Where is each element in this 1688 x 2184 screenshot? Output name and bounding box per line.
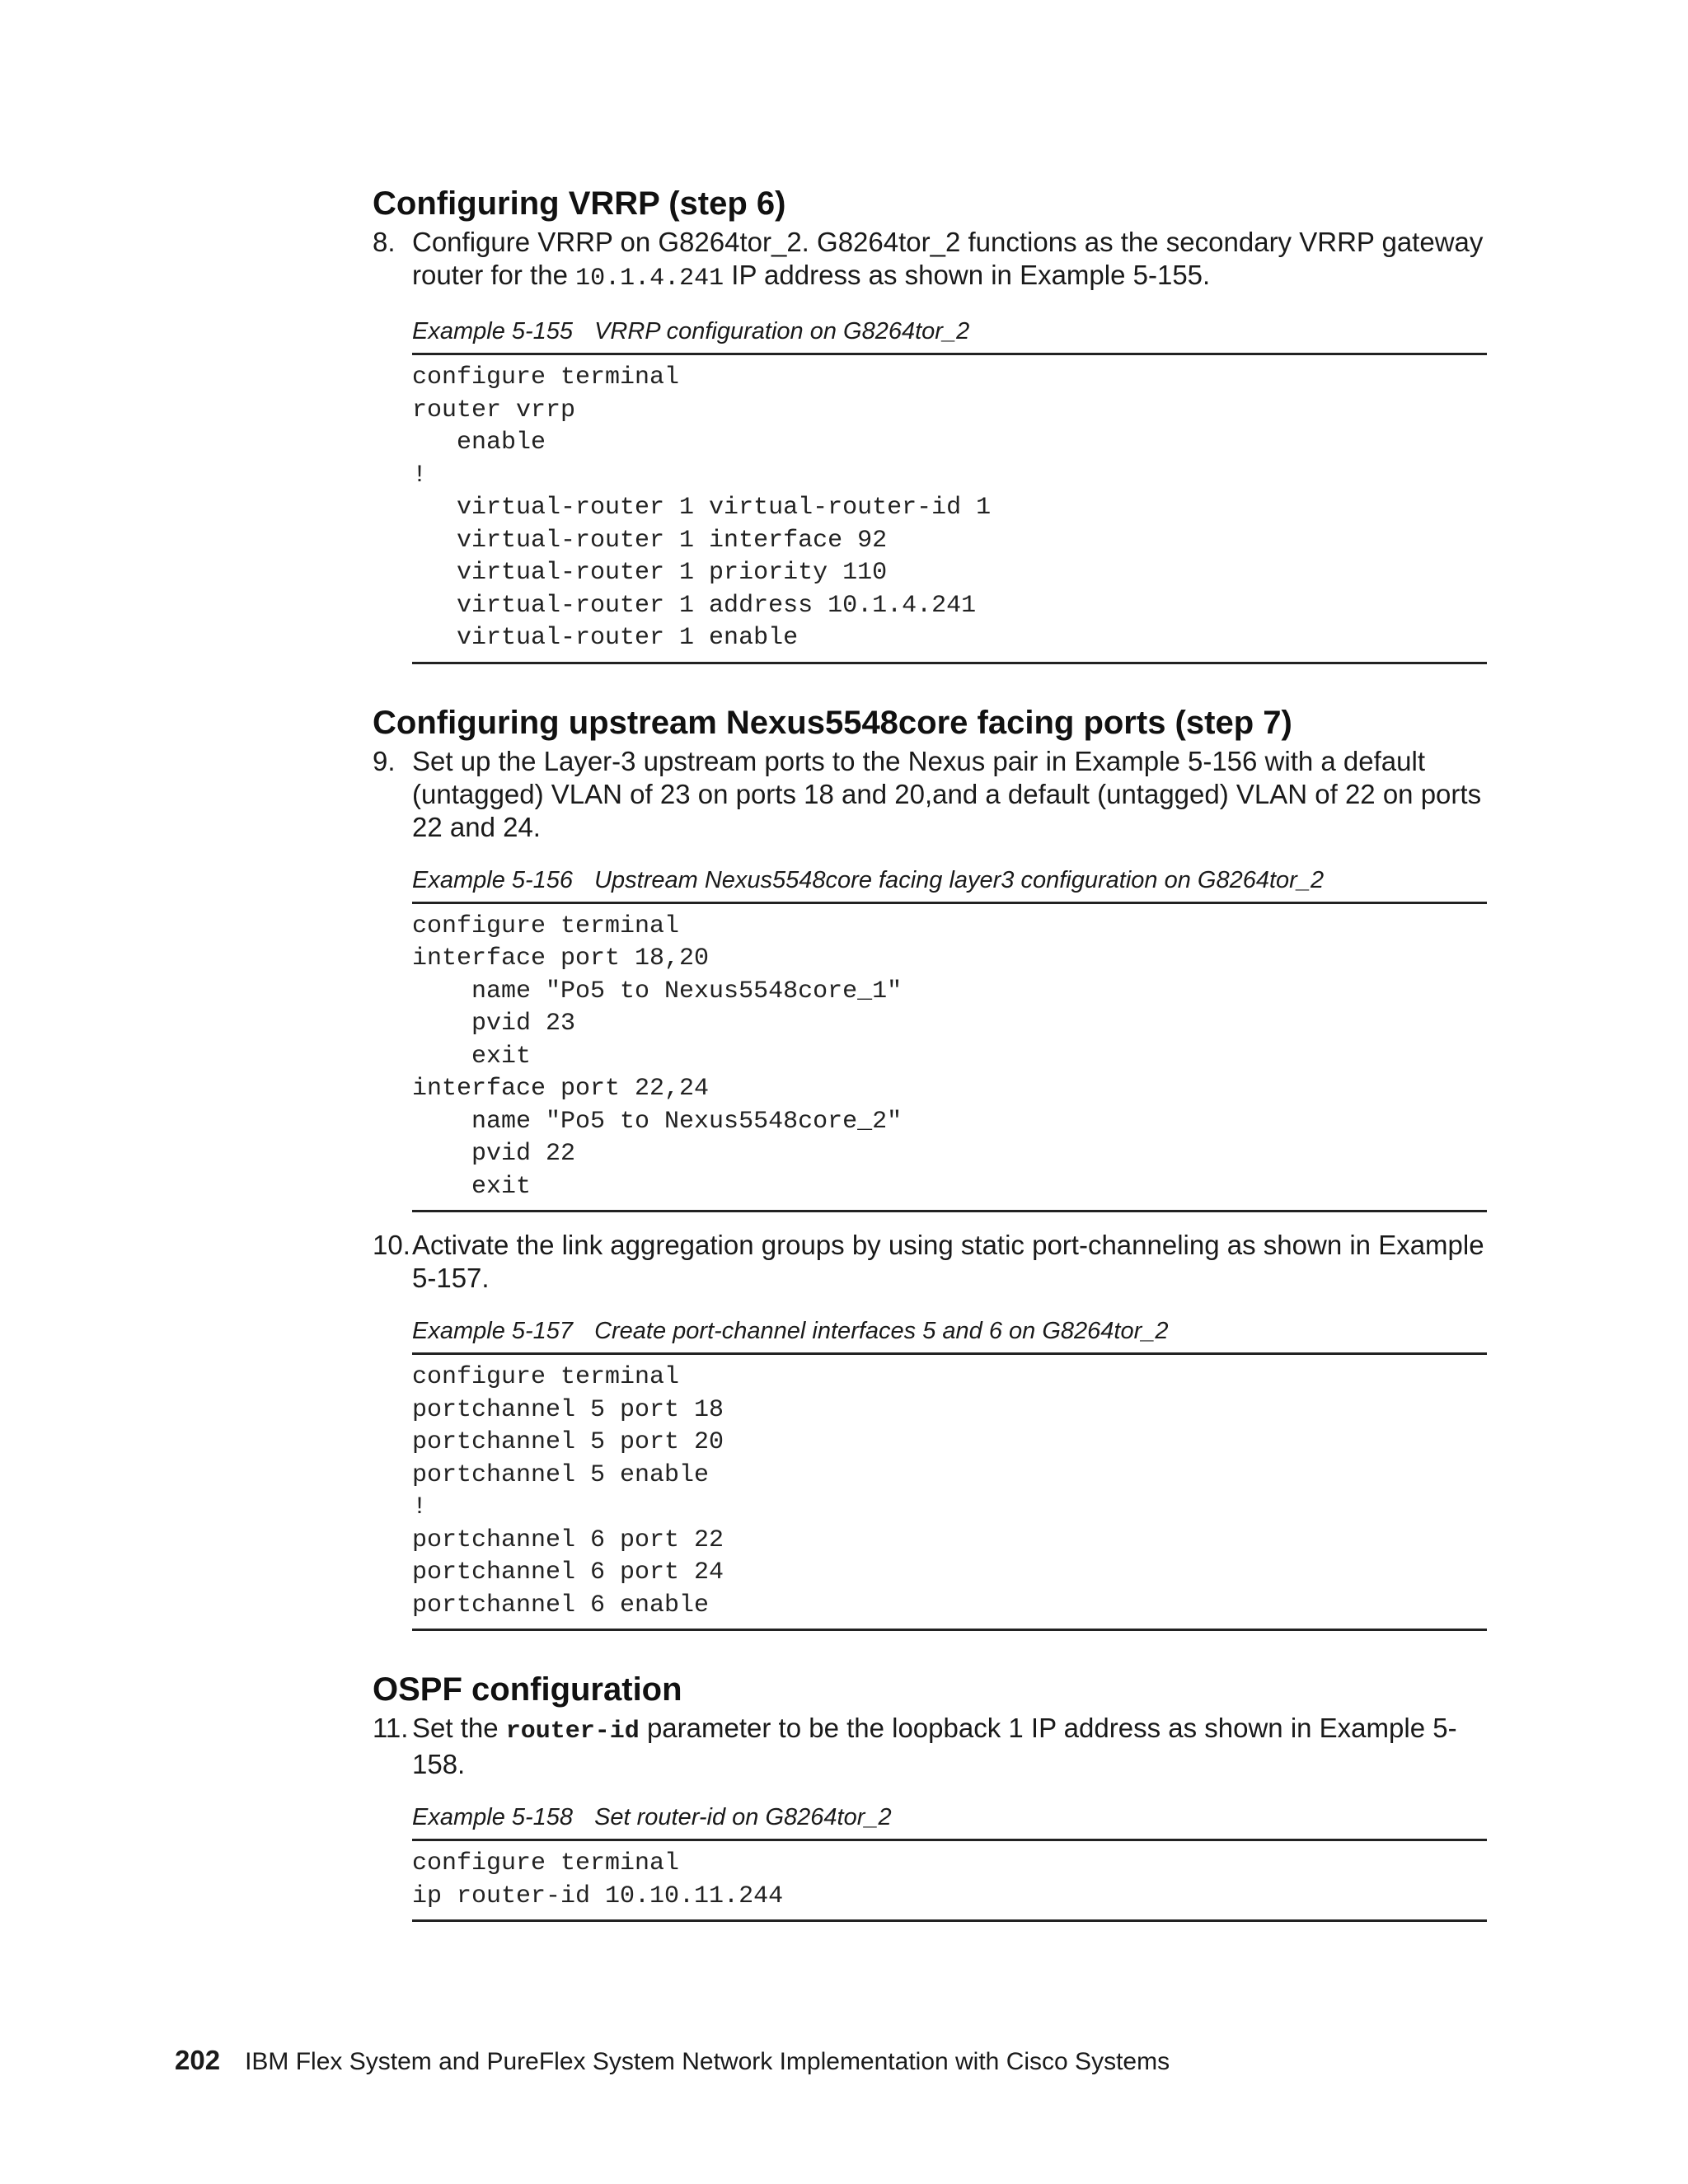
- code-line: virtual-router 1 virtual-router-id 1: [412, 494, 992, 522]
- page-footer: [175, 2044, 1170, 2079]
- code-line: portchannel 6 enable: [412, 1591, 710, 1619]
- code-line: portchannel 5 port 18: [412, 1395, 724, 1424]
- code-block: [412, 1355, 1487, 1631]
- code-line: portchannel 5 enable: [412, 1460, 710, 1489]
- section-heading-ospf: OSPF configuration: [373, 1671, 682, 1708]
- code-block: [412, 1841, 1487, 1922]
- code-block: [412, 904, 1487, 1213]
- example-caption: Example 5-158 Set router-id on G8264tor_2: [412, 1801, 1487, 1841]
- step-9: 9. Set up the Layer-3 upstream ports to the Nexus pair in Example 5-156 with a default (untagged) VLAN of 23 on ports 18 and 20,and a default (untagged) VLAN of 22 on ports 22 and 24.: [373, 745, 1482, 842]
- code-line: configure terminal: [412, 1849, 680, 1877]
- example-caption: Example 5-157 Create port-channel interfaces 5 and 6 on G8264tor_2: [412, 1315, 1487, 1355]
- code-line: pvid 22: [412, 1140, 576, 1168]
- code-line: name "Po5 to Nexus5548core_2": [412, 1107, 903, 1136]
- inline-code: router-id: [505, 1718, 640, 1746]
- step-number: 10.: [373, 1230, 410, 1260]
- code-line: pvid 23: [412, 1010, 576, 1038]
- page-content: [373, 183, 1487, 1922]
- code-line: configure terminal: [412, 912, 680, 940]
- code-line: portchannel 6 port 22: [412, 1526, 724, 1554]
- example-5-158: [412, 1801, 1487, 1922]
- code-line: !: [412, 1493, 428, 1521]
- step-number: 9.: [373, 745, 396, 776]
- code-line: configure terminal: [412, 363, 680, 391]
- code-line: virtual-router 1 enable: [412, 624, 799, 652]
- example-5-156: [412, 864, 1487, 1213]
- code-line: exit: [412, 1172, 532, 1201]
- step-number: 8.: [373, 227, 396, 257]
- code-line: router vrrp: [412, 396, 576, 424]
- code-block: [412, 355, 1487, 664]
- code-line: virtual-router 1 address 10.1.4.241: [412, 591, 977, 620]
- code-line: virtual-router 1 interface 92: [412, 526, 888, 555]
- code-line: portchannel 5 port 20: [412, 1428, 724, 1456]
- code-line: !: [412, 461, 428, 490]
- book-title: IBM Flex System and PureFlex System Network Implementation with Cisco Systems: [245, 2048, 1170, 2075]
- example-caption: Example 5-156 Upstream Nexus5548core facing layer3 configuration on G8264tor_2: [412, 864, 1487, 904]
- step-11: 11. Set the router-id parameter to be the loopback 1 IP address as shown in Example 5-158.: [373, 1713, 1457, 1779]
- example-caption: Example 5-155 VRRP configuration on G8264tor_2: [412, 315, 1487, 355]
- code-line: ip router-id 10.10.11.244: [412, 1882, 784, 1910]
- step-10: 10. Activate the link aggregation groups by using static port-channeling as shown in Example 5-157.: [373, 1230, 1484, 1293]
- code-line: interface port 22,24: [412, 1075, 710, 1103]
- code-line: configure terminal: [412, 1363, 680, 1391]
- example-5-157: [412, 1315, 1487, 1631]
- code-line: virtual-router 1 priority 110: [412, 559, 888, 587]
- code-line: name "Po5 to Nexus5548core_1": [412, 977, 903, 1005]
- code-line: portchannel 6 port 24: [412, 1558, 724, 1586]
- code-line: enable: [412, 429, 546, 457]
- example-5-155: [412, 315, 1487, 664]
- step-8: 8. Configure VRRP on G8264tor_2. G8264tor_2 functions as the secondary VRRP gateway router for the 10.1.4.241 IP address as shown in Example 5-155.: [373, 227, 1484, 293]
- code-line: interface port 18,20: [412, 944, 710, 972]
- inline-code: 10.1.4.241: [575, 265, 724, 293]
- section-heading-vrrp: Configuring VRRP (step 6): [373, 185, 786, 222]
- step-number: 11.: [373, 1713, 409, 1743]
- page-number: 202: [175, 2045, 221, 2075]
- section-heading-upstream: Configuring upstream Nexus5548core facing ports (step 7): [373, 704, 1292, 741]
- code-line: exit: [412, 1042, 532, 1071]
